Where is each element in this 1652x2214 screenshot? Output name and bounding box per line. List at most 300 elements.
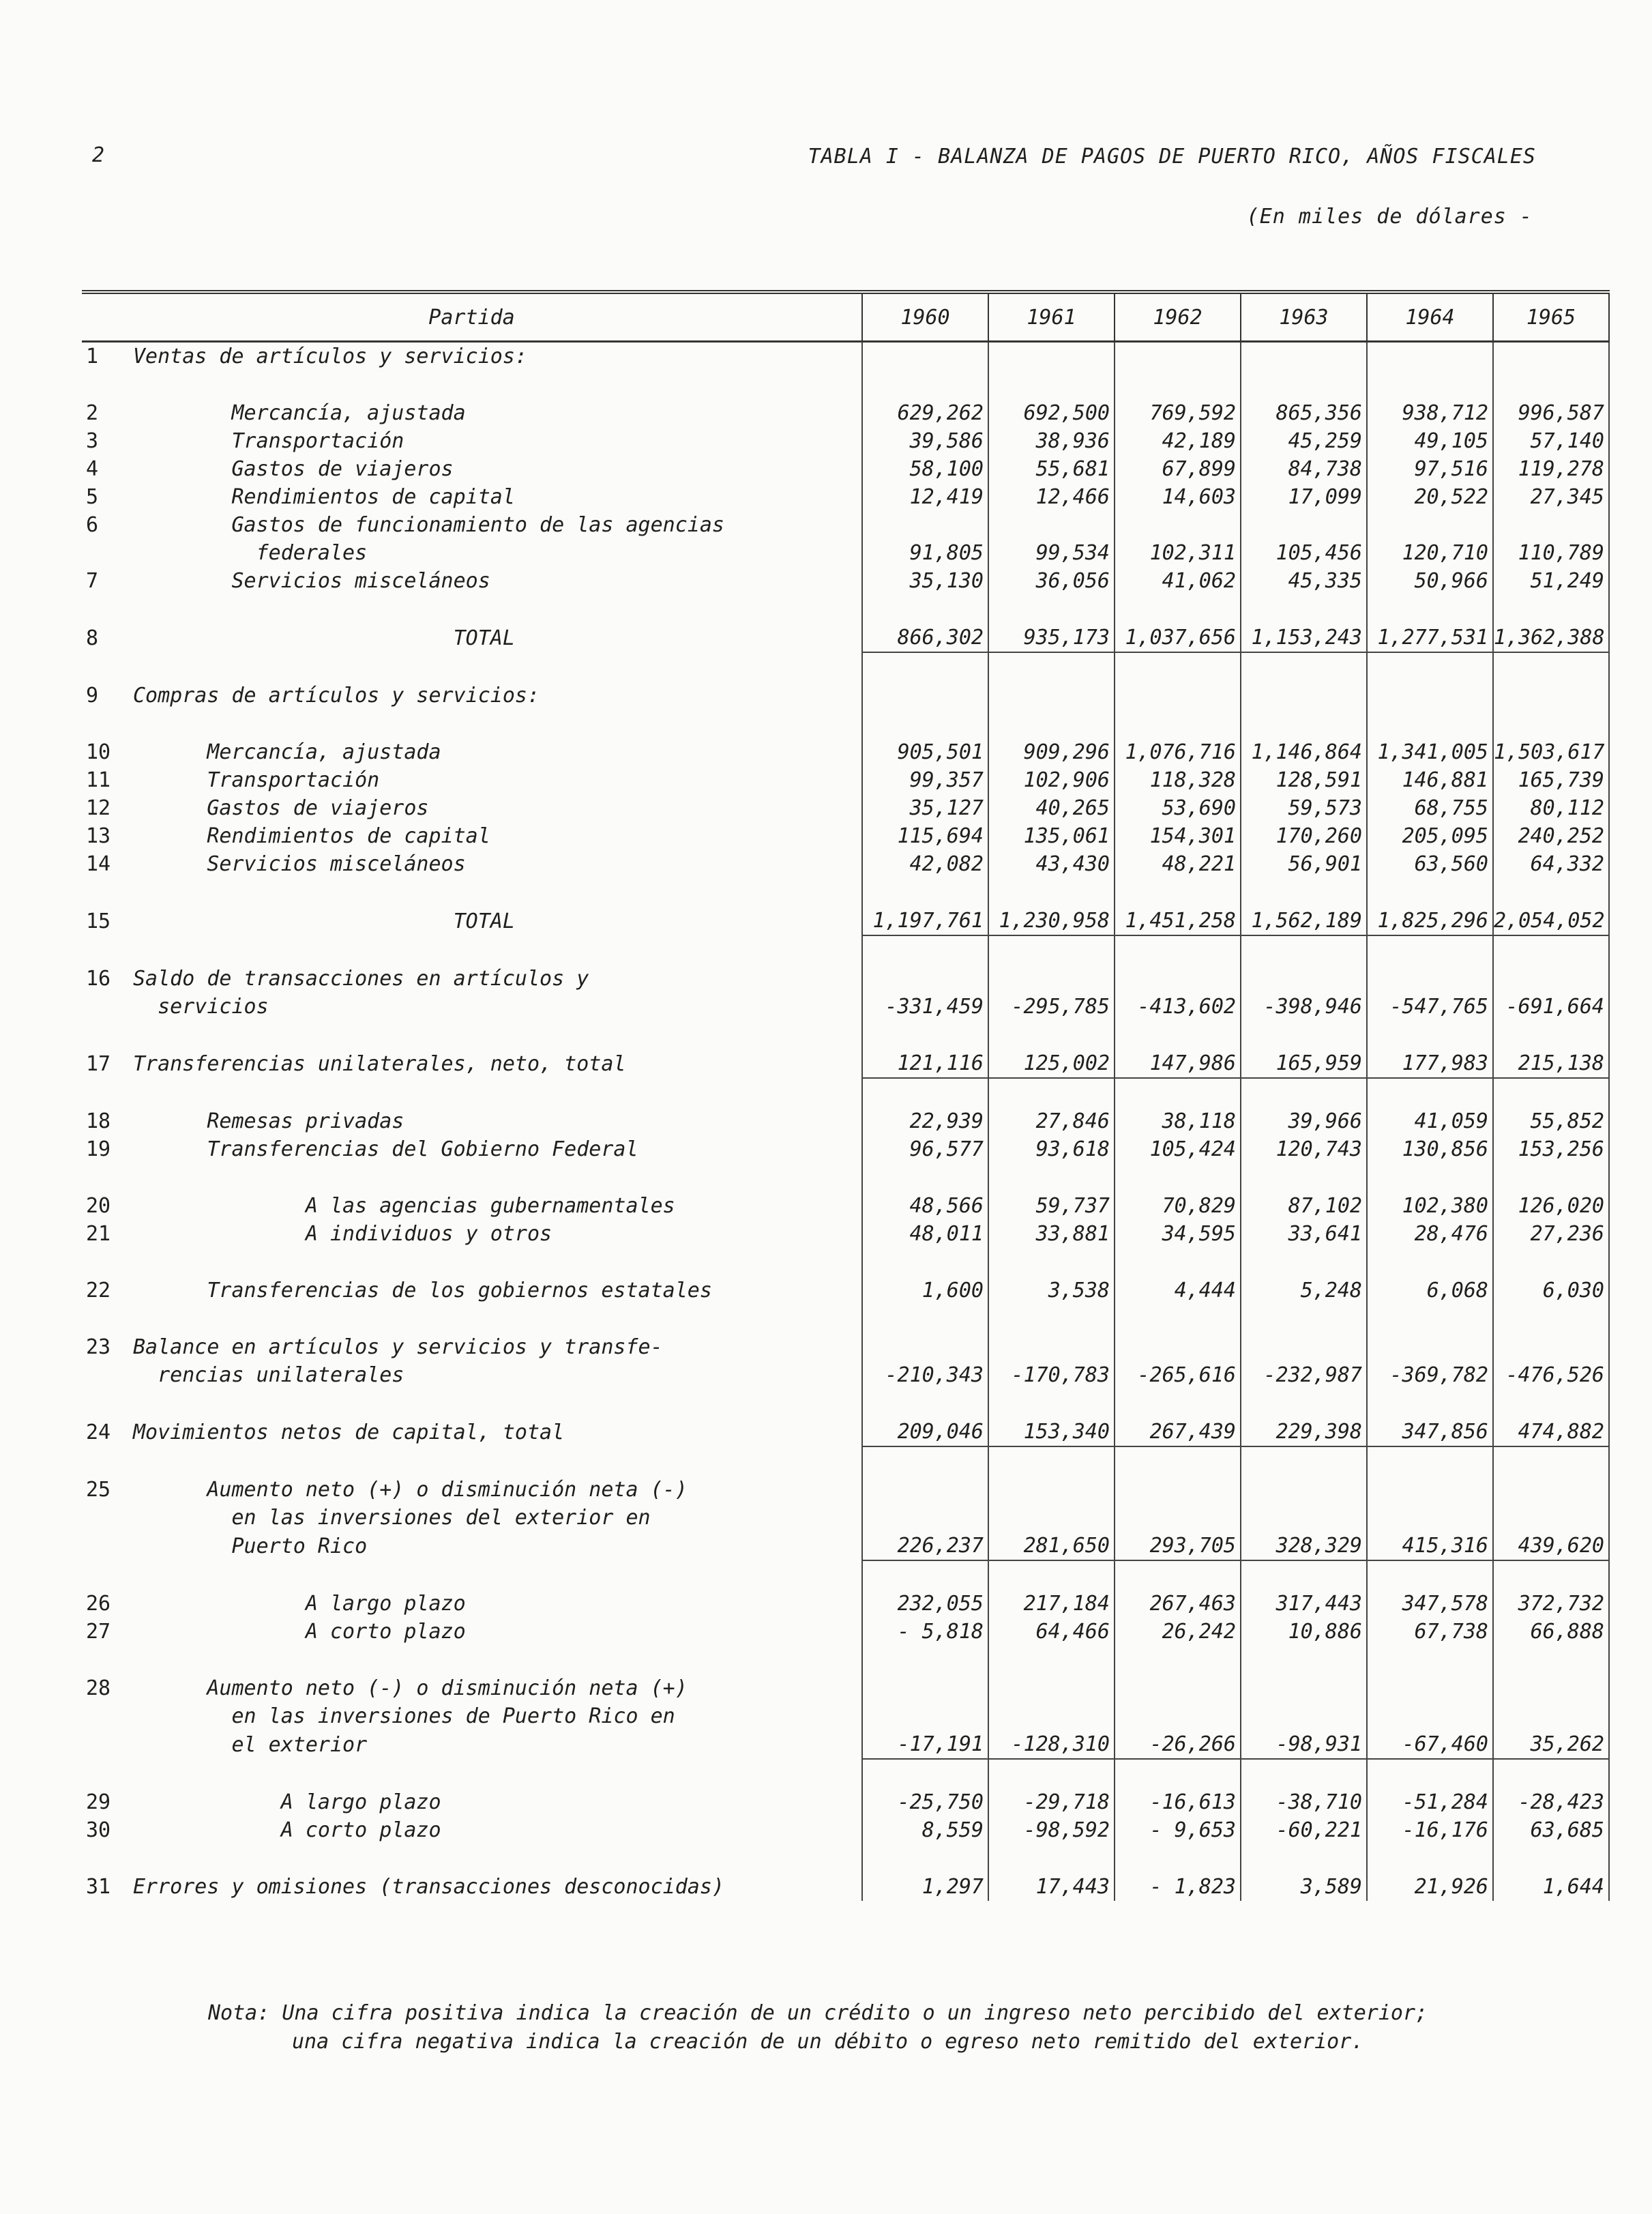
value-cell: 66,888 — [1493, 1618, 1609, 1646]
value-cell: 115,694 — [862, 822, 988, 850]
value-cell: 474,882 — [1493, 1418, 1609, 1446]
row-label: Rendimientos de capital — [133, 485, 515, 509]
row-number: 14 — [86, 852, 111, 876]
section-row — [82, 1674, 1609, 1702]
value-cell: 909,296 — [988, 738, 1115, 766]
value-cell: 4,444 — [1115, 1277, 1241, 1305]
table-row — [82, 993, 1609, 1021]
value-cell: 121,116 — [862, 1049, 988, 1078]
row-number: 28 — [86, 1676, 111, 1700]
value-cell: -51,284 — [1367, 1788, 1493, 1816]
value-cell — [988, 682, 1115, 710]
value-cell: 147,986 — [1115, 1049, 1241, 1078]
value-cell — [1241, 1476, 1367, 1504]
spacer-cell — [988, 1389, 1115, 1418]
spacer-cell — [1367, 1248, 1493, 1277]
row-number — [82, 1361, 133, 1389]
spacer-cell — [988, 1305, 1115, 1333]
spacer-cell — [1115, 1560, 1241, 1590]
value-cell — [1367, 965, 1493, 993]
row-label: Saldo de transacciones en artículos y — [133, 967, 589, 991]
table-row — [82, 1361, 1609, 1389]
value-cell — [1241, 1504, 1367, 1532]
spacer-cell — [1115, 1248, 1241, 1277]
spacer-cell — [1241, 370, 1367, 399]
spacer-cell — [862, 935, 988, 965]
spacer-cell — [1493, 1389, 1609, 1418]
spacer-row — [82, 595, 1609, 624]
row-label: Transferencias del Gobierno Federal — [133, 1137, 638, 1161]
spacer-cell — [988, 1560, 1115, 1590]
value-cell: 120,710 — [1367, 539, 1493, 567]
value-cell — [988, 511, 1115, 539]
value-cell: 56,901 — [1241, 850, 1367, 878]
spacer-cell — [1367, 1446, 1493, 1476]
row-number: 9 — [86, 684, 99, 708]
value-cell: -17,191 — [862, 1730, 988, 1759]
table-row — [82, 1618, 1609, 1646]
spacer-cell — [1115, 1759, 1241, 1788]
spacer-row — [82, 1305, 1609, 1333]
row-label: Remesas privadas — [133, 1109, 404, 1133]
value-cell: 232,055 — [862, 1590, 988, 1618]
spacer-cell — [133, 878, 862, 907]
value-cell: -128,310 — [988, 1730, 1115, 1759]
spacer-cell — [1367, 370, 1493, 399]
table-row — [82, 1277, 1609, 1305]
value-cell: 59,573 — [1241, 794, 1367, 822]
footnote-line: una cifra negativa indica la creación de un débito o egreso neto remitido del exterior. — [292, 2030, 1364, 2054]
row-label: Transferencias unilaterales, neto, total — [133, 1052, 626, 1076]
column-header-year: 1962 — [1115, 292, 1241, 342]
row-label: Compras de artículos y servicios: — [133, 684, 540, 708]
spacer-cell — [82, 1560, 133, 1590]
row-number: 16 — [86, 967, 111, 991]
value-cell: 1,644 — [1493, 1873, 1609, 1901]
row-label: en las inversiones de Puerto Rico en — [133, 1704, 675, 1728]
row-number: 6 — [86, 513, 99, 537]
value-cell: 328,329 — [1241, 1532, 1367, 1560]
value-cell: 415,316 — [1367, 1532, 1493, 1560]
spacer-cell — [862, 595, 988, 624]
table-row — [82, 1135, 1609, 1163]
value-cell — [1493, 1476, 1609, 1504]
value-cell: 3,538 — [988, 1277, 1115, 1305]
row-number — [82, 1702, 133, 1730]
value-cell: 64,466 — [988, 1618, 1115, 1646]
value-cell: 215,138 — [1493, 1049, 1609, 1078]
value-cell — [1115, 1702, 1241, 1730]
spacer-cell — [1367, 1646, 1493, 1674]
value-cell: -16,613 — [1115, 1788, 1241, 1816]
value-cell: -369,782 — [1367, 1361, 1493, 1389]
value-cell: 45,259 — [1241, 427, 1367, 455]
value-cell: 41,062 — [1115, 567, 1241, 595]
spacer-cell — [133, 652, 862, 682]
spacer-cell — [1493, 1560, 1609, 1590]
row-number: 30 — [86, 1818, 111, 1842]
value-cell: - 5,818 — [862, 1618, 988, 1646]
value-cell — [1115, 1674, 1241, 1702]
total-row — [82, 1049, 1609, 1078]
value-cell: 102,906 — [988, 766, 1115, 794]
value-cell — [862, 1476, 988, 1504]
value-cell: 28,476 — [1367, 1220, 1493, 1248]
spacer-cell — [1241, 1446, 1367, 1476]
value-cell: 33,881 — [988, 1220, 1115, 1248]
value-cell — [1493, 511, 1609, 539]
spacer-cell — [1115, 595, 1241, 624]
spacer-cell — [862, 1248, 988, 1277]
spacer-cell — [82, 1163, 133, 1192]
value-cell — [1241, 1702, 1367, 1730]
value-cell: 64,332 — [1493, 850, 1609, 878]
value-cell — [1115, 965, 1241, 993]
spacer-cell — [988, 935, 1115, 965]
value-cell: 35,262 — [1493, 1730, 1609, 1759]
spacer-cell — [862, 1305, 988, 1333]
column-header-year: 1965 — [1493, 292, 1609, 342]
spacer-cell — [862, 1560, 988, 1590]
spacer-cell — [1115, 1389, 1241, 1418]
value-cell: 45,335 — [1241, 567, 1367, 595]
value-cell: 1,197,761 — [862, 907, 988, 935]
row-number: 13 — [86, 824, 111, 848]
row-label: TOTAL — [133, 626, 515, 650]
value-cell: 125,002 — [988, 1049, 1115, 1078]
section-row — [82, 1476, 1609, 1504]
spacer-cell — [1241, 1305, 1367, 1333]
value-cell: 50,966 — [1367, 567, 1493, 595]
value-cell — [862, 1674, 988, 1702]
value-cell — [1241, 682, 1367, 710]
value-cell: 317,443 — [1241, 1590, 1367, 1618]
row-label: Gastos de viajeros — [133, 457, 454, 481]
row-label: A largo plazo — [133, 1790, 441, 1814]
value-cell — [1367, 1476, 1493, 1504]
value-cell — [1115, 1476, 1241, 1504]
value-cell: -170,783 — [988, 1361, 1115, 1389]
value-cell: -28,423 — [1493, 1788, 1609, 1816]
value-cell — [1493, 1674, 1609, 1702]
value-cell: 80,112 — [1493, 794, 1609, 822]
section-row — [82, 342, 1609, 371]
value-cell — [862, 342, 988, 371]
section-row — [82, 511, 1609, 539]
spacer-cell — [1367, 595, 1493, 624]
row-label: Gastos de funcionamiento de las agencias — [133, 513, 724, 537]
value-cell: 22,939 — [862, 1107, 988, 1135]
row-label: Servicios misceláneos — [133, 569, 490, 593]
value-cell: 1,503,617 — [1493, 738, 1609, 766]
spacer-row — [82, 1646, 1609, 1674]
spacer-cell — [862, 1163, 988, 1192]
spacer-cell — [862, 878, 988, 907]
total-row — [82, 624, 1609, 652]
table-row — [82, 1590, 1609, 1618]
value-cell — [1493, 682, 1609, 710]
row-label: servicios — [133, 995, 269, 1019]
row-number: 22 — [86, 1279, 111, 1302]
spacer-cell — [1241, 878, 1367, 907]
value-cell: 63,560 — [1367, 850, 1493, 878]
value-cell: 35,130 — [862, 567, 988, 595]
row-number — [82, 539, 133, 567]
row-number: 11 — [86, 768, 111, 792]
spacer-cell — [82, 1248, 133, 1277]
spacer-cell — [862, 710, 988, 738]
value-cell — [862, 1333, 988, 1361]
value-cell: 43,430 — [988, 850, 1115, 878]
value-cell: 48,566 — [862, 1192, 988, 1220]
spacer-cell — [988, 1248, 1115, 1277]
spacer-cell — [988, 1021, 1115, 1049]
footnote — [208, 1999, 1428, 2056]
spacer-cell — [1241, 1163, 1367, 1192]
spacer-cell — [1241, 652, 1367, 682]
spacer-cell — [82, 710, 133, 738]
row-number: 17 — [86, 1052, 111, 1076]
value-cell — [1493, 1504, 1609, 1532]
row-label: A corto plazo — [133, 1818, 441, 1842]
spacer-cell — [988, 1446, 1115, 1476]
spacer-cell — [988, 878, 1115, 907]
value-cell — [988, 1674, 1115, 1702]
value-cell: 1,562,189 — [1241, 907, 1367, 935]
spacer-cell — [133, 595, 862, 624]
spacer-cell — [1367, 878, 1493, 907]
value-cell — [988, 1476, 1115, 1504]
table-row — [82, 399, 1609, 427]
spacer-cell — [862, 1078, 988, 1107]
value-cell: -232,987 — [1241, 1361, 1367, 1389]
value-cell: 240,252 — [1493, 822, 1609, 850]
value-cell: 154,301 — [1115, 822, 1241, 850]
spacer-cell — [1367, 1560, 1493, 1590]
value-cell: 293,705 — [1115, 1532, 1241, 1560]
row-number: 2 — [86, 401, 99, 425]
value-cell — [1367, 1333, 1493, 1361]
value-cell: 8,559 — [862, 1816, 988, 1844]
row-number: 15 — [86, 909, 111, 933]
value-cell — [862, 511, 988, 539]
row-label: en las inversiones del exterior en — [133, 1506, 651, 1530]
spacer-cell — [988, 652, 1115, 682]
total-row — [82, 907, 1609, 935]
value-cell: 33,641 — [1241, 1220, 1367, 1248]
value-cell: 55,852 — [1493, 1107, 1609, 1135]
value-cell: 42,082 — [862, 850, 988, 878]
spacer-cell — [133, 1389, 862, 1418]
page-subtitle: (En miles de dólares - — [1246, 205, 1533, 229]
row-number: 3 — [86, 429, 99, 453]
table-row — [82, 1873, 1609, 1901]
column-header-year: 1963 — [1241, 292, 1367, 342]
value-cell — [988, 342, 1115, 371]
spacer-cell — [988, 1844, 1115, 1873]
row-label: federales — [133, 541, 368, 565]
table-row — [82, 766, 1609, 794]
spacer-row — [82, 1446, 1609, 1476]
value-cell: 21,926 — [1367, 1873, 1493, 1901]
spacer-cell — [1241, 1021, 1367, 1049]
spacer-cell — [862, 652, 988, 682]
value-cell: 128,591 — [1241, 766, 1367, 794]
row-number: 10 — [86, 740, 111, 764]
value-cell: 102,311 — [1115, 539, 1241, 567]
spacer-cell — [1367, 1078, 1493, 1107]
spacer-cell — [1493, 370, 1609, 399]
value-cell: 105,456 — [1241, 539, 1367, 567]
spacer-cell — [82, 1446, 133, 1476]
value-cell: 99,357 — [862, 766, 988, 794]
spacer-cell — [1241, 1759, 1367, 1788]
value-cell: 267,439 — [1115, 1418, 1241, 1446]
value-cell: 1,076,716 — [1115, 738, 1241, 766]
value-cell: 1,451,258 — [1115, 907, 1241, 935]
row-label: Errores y omisiones (transacciones desconocidas) — [133, 1875, 724, 1899]
value-cell: 48,221 — [1115, 850, 1241, 878]
row-number — [82, 1730, 133, 1759]
value-cell: 126,020 — [1493, 1192, 1609, 1220]
spacer-cell — [1115, 370, 1241, 399]
value-cell: 372,732 — [1493, 1590, 1609, 1618]
spacer-row — [82, 1078, 1609, 1107]
value-cell — [988, 1702, 1115, 1730]
value-cell: 439,620 — [1493, 1532, 1609, 1560]
spacer-cell — [1115, 1305, 1241, 1333]
value-cell — [1115, 1333, 1241, 1361]
spacer-cell — [1493, 652, 1609, 682]
spacer-cell — [988, 1646, 1115, 1674]
spacer-cell — [133, 1021, 862, 1049]
row-number: 31 — [86, 1875, 111, 1899]
value-cell: -26,266 — [1115, 1730, 1241, 1759]
value-cell — [1115, 511, 1241, 539]
value-cell: 2,054,052 — [1493, 907, 1609, 935]
spacer-row — [82, 1560, 1609, 1590]
value-cell — [862, 682, 988, 710]
spacer-row — [82, 1759, 1609, 1788]
spacer-cell — [1367, 1759, 1493, 1788]
spacer-cell — [82, 1646, 133, 1674]
value-cell: 38,936 — [988, 427, 1115, 455]
spacer-row — [82, 1021, 1609, 1049]
spacer-row — [82, 878, 1609, 907]
row-label: A corto plazo — [133, 1620, 466, 1644]
spacer-cell — [1367, 1305, 1493, 1333]
row-label: A largo plazo — [133, 1592, 466, 1616]
row-label: Gastos de viajeros — [133, 796, 429, 820]
value-cell — [1367, 511, 1493, 539]
value-cell: 866,302 — [862, 624, 988, 652]
spacer-cell — [862, 1759, 988, 1788]
value-cell — [1367, 342, 1493, 371]
spacer-cell — [133, 1163, 862, 1192]
spacer-cell — [862, 1844, 988, 1873]
spacer-cell — [1367, 1389, 1493, 1418]
section-row — [82, 1333, 1609, 1361]
value-cell — [1493, 1702, 1609, 1730]
spacer-cell — [1493, 1305, 1609, 1333]
value-cell — [1367, 1504, 1493, 1532]
row-number: 25 — [86, 1478, 111, 1502]
spacer-row — [82, 370, 1609, 399]
value-cell — [1115, 342, 1241, 371]
table-row — [82, 738, 1609, 766]
value-cell: 17,443 — [988, 1873, 1115, 1901]
row-label: Mercancía, ajustada — [133, 740, 441, 764]
spacer-cell — [1493, 1021, 1609, 1049]
table-row — [82, 1107, 1609, 1135]
value-cell — [862, 965, 988, 993]
spacer-cell — [1493, 710, 1609, 738]
spacer-cell — [1241, 1389, 1367, 1418]
value-cell: 153,256 — [1493, 1135, 1609, 1163]
spacer-cell — [82, 878, 133, 907]
table-row — [82, 1788, 1609, 1816]
value-cell: 40,265 — [988, 794, 1115, 822]
value-cell: 27,846 — [988, 1107, 1115, 1135]
spacer-row — [82, 1844, 1609, 1873]
spacer-cell — [133, 1078, 862, 1107]
table-row — [82, 539, 1609, 567]
spacer-cell — [1115, 652, 1241, 682]
value-cell: 12,419 — [862, 483, 988, 511]
value-cell: 39,586 — [862, 427, 988, 455]
table-row — [82, 455, 1609, 483]
spacer-cell — [1115, 1844, 1241, 1873]
value-cell: 55,681 — [988, 455, 1115, 483]
spacer-cell — [988, 1078, 1115, 1107]
row-number: 18 — [86, 1109, 111, 1133]
value-cell: 36,056 — [988, 567, 1115, 595]
value-cell: 769,592 — [1115, 399, 1241, 427]
spacer-cell — [1493, 935, 1609, 965]
value-cell: 26,242 — [1115, 1618, 1241, 1646]
row-label: Movimientos netos de capital, total — [133, 1421, 565, 1444]
row-number: 4 — [86, 457, 99, 481]
spacer-row — [82, 1248, 1609, 1277]
spacer-cell — [1115, 935, 1241, 965]
spacer-cell — [1241, 1560, 1367, 1590]
value-cell: 1,230,958 — [988, 907, 1115, 935]
value-cell: 10,886 — [1241, 1618, 1367, 1646]
row-label: Servicios misceláneos — [133, 852, 466, 876]
spacer-cell — [82, 935, 133, 965]
row-number: 27 — [86, 1620, 111, 1644]
spacer-cell — [1115, 1078, 1241, 1107]
value-cell: -547,765 — [1367, 993, 1493, 1021]
table-row — [82, 850, 1609, 878]
value-cell: 58,100 — [862, 455, 988, 483]
spacer-cell — [82, 595, 133, 624]
row-number: 24 — [86, 1421, 111, 1444]
column-header-year: 1960 — [862, 292, 988, 342]
value-cell — [1115, 1504, 1241, 1532]
value-cell: 1,825,296 — [1367, 907, 1493, 935]
value-cell: 42,189 — [1115, 427, 1241, 455]
value-cell: -38,710 — [1241, 1788, 1367, 1816]
value-cell: 1,600 — [862, 1277, 988, 1305]
value-cell — [988, 1504, 1115, 1532]
spacer-cell — [1241, 710, 1367, 738]
value-cell: 35,127 — [862, 794, 988, 822]
spacer-row — [82, 652, 1609, 682]
value-cell — [1241, 511, 1367, 539]
value-cell: 84,738 — [1241, 455, 1367, 483]
value-cell — [1367, 682, 1493, 710]
